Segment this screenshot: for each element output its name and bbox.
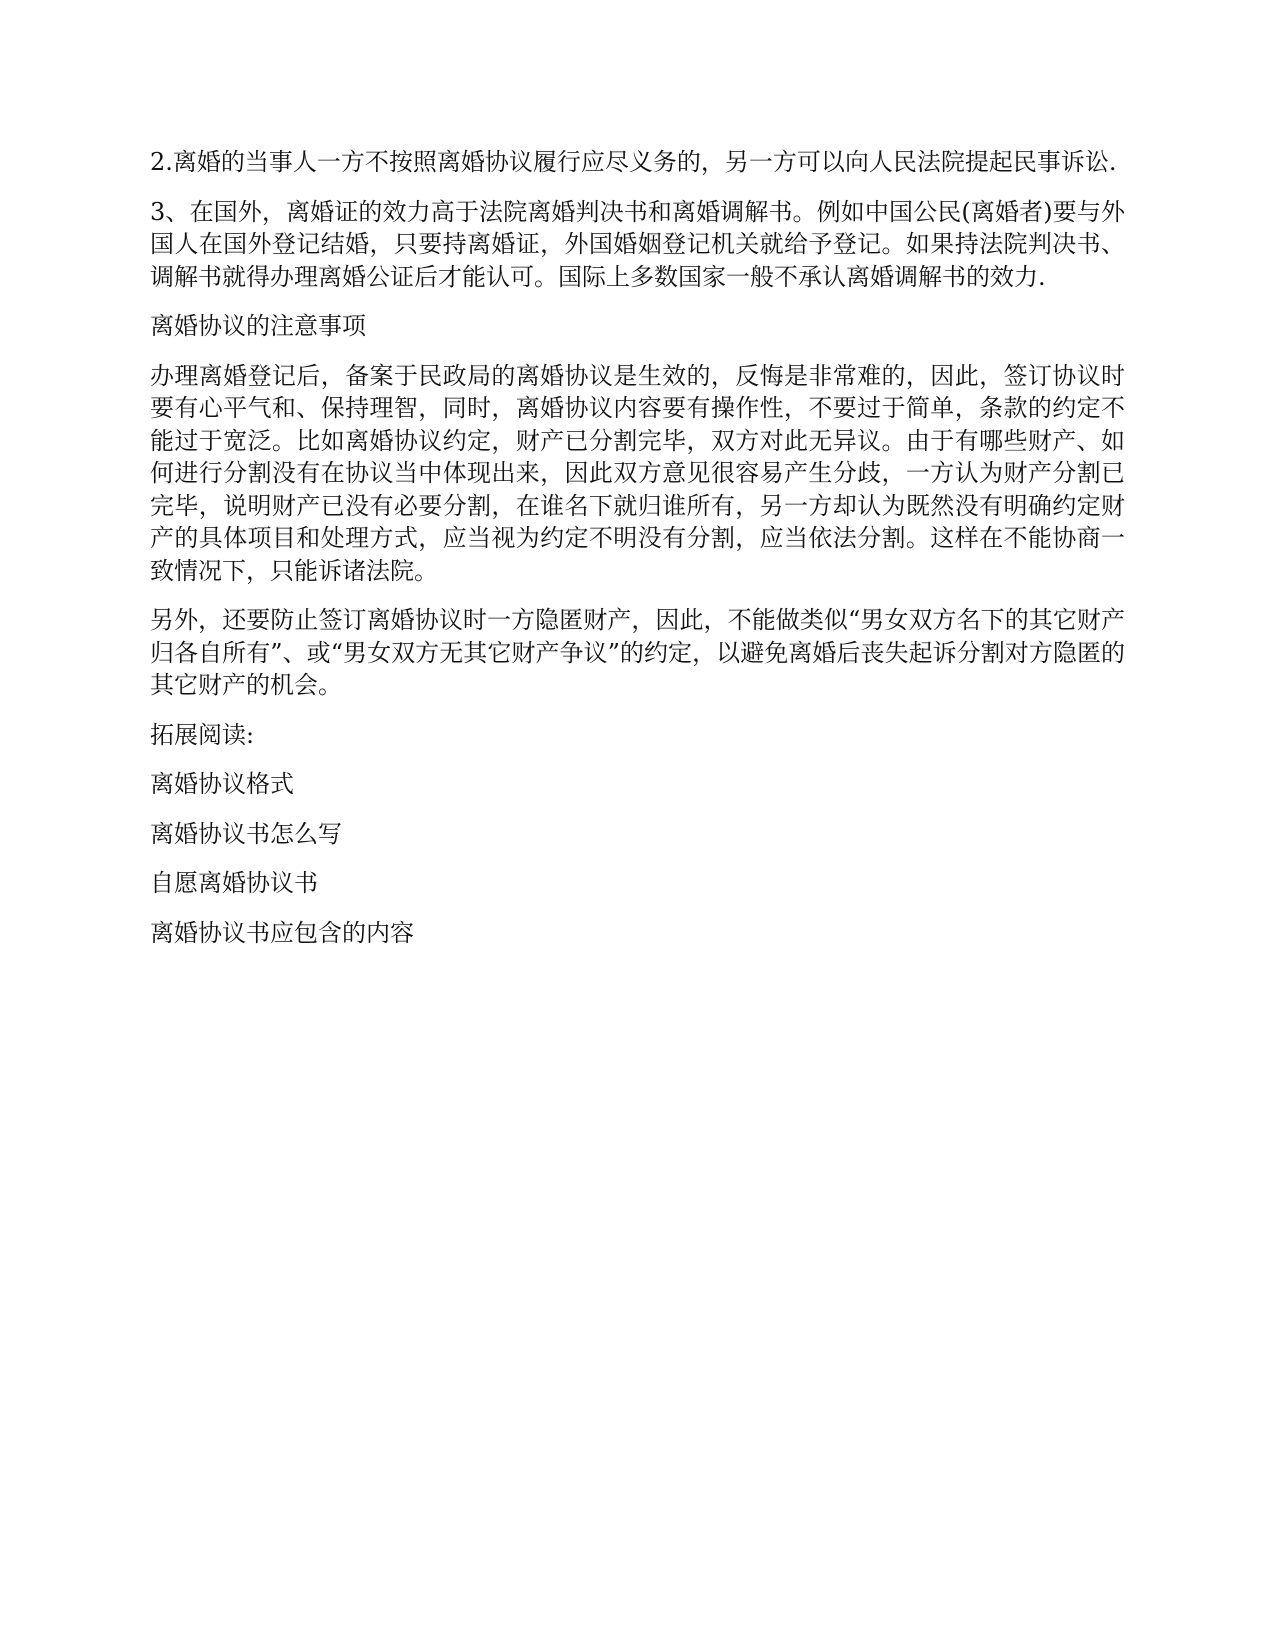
related-link-how-to-write[interactable]: 离婚协议书怎么写 bbox=[150, 819, 342, 848]
related-link-voluntary[interactable]: 自愿离婚协议书 bbox=[150, 869, 318, 897]
paragraph-hidden-assets: 另外，还要防止签订离婚协议时一方隐匿财产，因此，不能做类似“男女双方名下的其它财产归各自所有”、或“男女双方无其它财产争议”的约定，以避免离婚后丧失起诉分割对方隐匿的其它财产的机会。 bbox=[150, 606, 1125, 699]
related-link-format[interactable]: 离婚协议格式 bbox=[150, 770, 294, 798]
document-body bbox=[150, 146, 1125, 966]
related-link-contents[interactable]: 离婚协议书应包含的内容 bbox=[150, 918, 414, 947]
section-heading-notes: 离婚协议的注意事项 bbox=[150, 312, 366, 340]
paragraph-foreign-validity: 3、在国外，离婚证的效力高于法院离婚判决书和离婚调解书。例如中国公民(离婚者)要与外国人在国外登记结婚，只要持离婚证，外国婚姻登记机关就给予登记。如果持法院判决书、调解书就得办理离婚公证后才能认可。国际上多数国家一般不承认离婚调解书的效力. bbox=[150, 197, 1125, 291]
extended-reading-label: 拓展阅读: bbox=[150, 720, 255, 749]
paragraph-enforcement: 2.离婚的当事人一方不按照离婚协议履行应尽义务的，另一方可以向人民法院提起民事诉讼. bbox=[150, 148, 1117, 176]
paragraph-registration-notes: 办理离婚登记后，备案于民政局的离婚协议是生效的，反悔是非常难的，因此，签订协议时要有心平气和、保持理智，同时，离婚协议内容要有操作性，不要过于简单，条款的约定不能过于宽泛。比如离婚协议约定，财产已分割完毕，双方对此无异议。由于有哪些财产、如何进行分割没有在协议当中体现出来，因此双方意见很容易产生分歧，一方认为财产分割已完毕，说明财产已没有必要分割，在谁名下就归谁所有，另一方却认为既然没有明确约定财产的具体项目和处理方式，应当视为约定不明没有分割，应当依法分割。这样在不能协商一致情况下，只能诉诸法院。 bbox=[150, 361, 1125, 585]
